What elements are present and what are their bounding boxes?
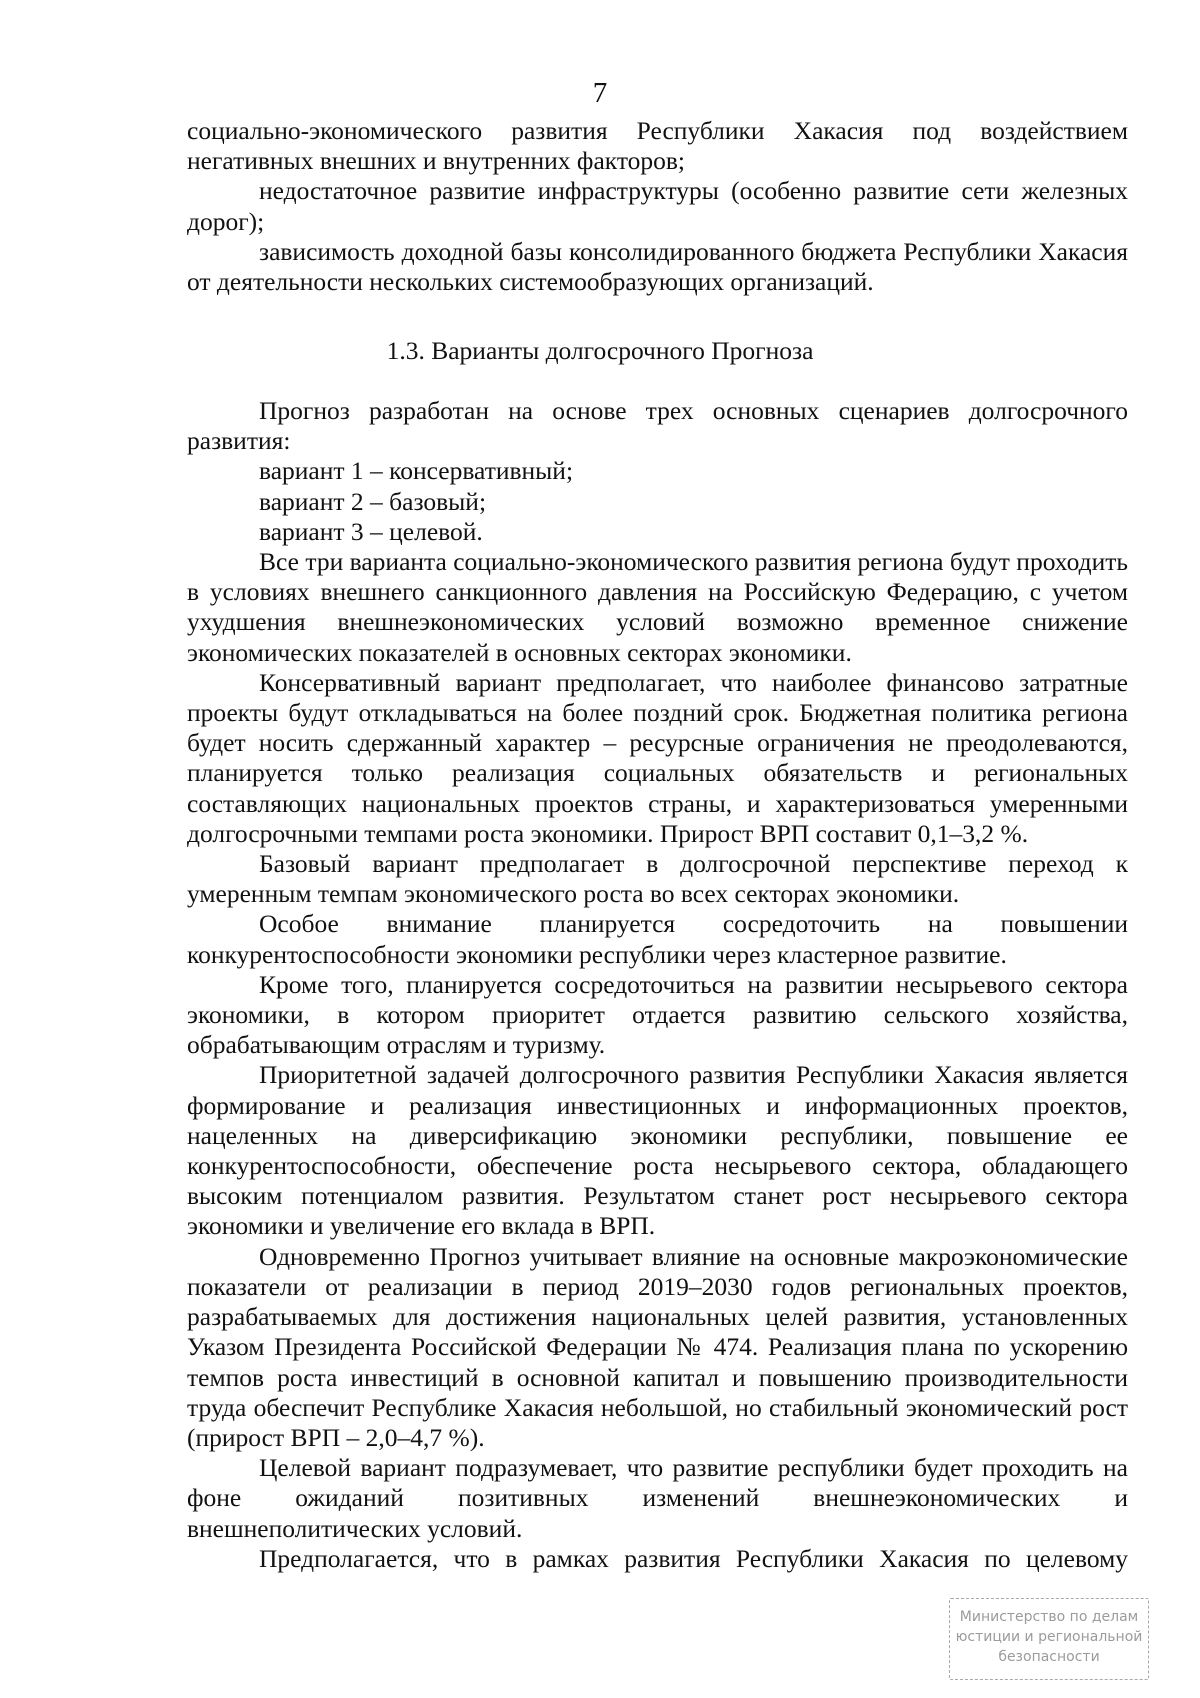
paragraph: Предполагается, что в рамках развития Республики Хакасия по целевому bbox=[259, 1543, 1128, 1573]
paragraph: зависимость доходной базы консолидированного бюджета Республики Хакасия от деятельности нескольких системообразующих организаций. bbox=[187, 236, 1128, 297]
list-item: вариант 2 – базовый; bbox=[259, 486, 487, 516]
paragraph: социально-экономического развития Республики Хакасия под воздействием негативных внешних и внутренних факторов; bbox=[187, 116, 1128, 176]
paragraph: Базовый вариант предполагает в долгосрочной перспективе переход к умеренным темпам экономического роста во всех секторах экономики. bbox=[187, 849, 1128, 909]
section-heading: 1.3. Варианты долгосрочного Прогноза bbox=[386, 336, 814, 365]
paragraph: недостаточное развитие инфраструктуры (особенно развитие сети железных дорог); bbox=[187, 176, 1128, 236]
stamp-line: безопасности bbox=[998, 1649, 1100, 1665]
paragraph: Приоритетной задачей долгосрочного развития Республики Хакасия является формирование и реализация инвестиционных и информационных проектов, нацеленных на диверсификацию экономики республики, повышение ее конкурентоспособности, обеспечение роста несырьевого сектора, обладающего высоким потенциалом развития. Результатом станет рост несырьевого сектора экономики и увеличение его вклада в ВРП. bbox=[187, 1060, 1128, 1241]
list-item: вариант 3 – целевой. bbox=[259, 516, 483, 546]
paragraph: Одновременно Прогноз учитывает влияние на основные макроэкономические показатели от реализации в период 2019–2030 годов региональных проектов, разрабатываемых для достижения национальных целей развития, установленных Указом Президента Российской Федерации № 474. Реализация плана по ускорению темпов роста инвестиций в основной капитал и повышению производительности труда обеспечит Республике Хакасия небольшой, но стабильный экономический рост (прирост ВРП – 2,0–4,7 %). bbox=[187, 1241, 1128, 1452]
list-item: вариант 1 – консервативный; bbox=[259, 456, 574, 486]
paragraph: Прогноз разработан на основе трех основных сценариев долгосрочного развития: bbox=[187, 396, 1128, 456]
paragraph: Все три варианта социально-экономического развития региона будут проходить в условиях внешнего санкционного давления на Российскую Федерацию, с учетом ухудшения внешнеэкономических условий возможно временное снижение экономических показателей в основных секторах экономики. bbox=[187, 547, 1128, 667]
main-text-block bbox=[187, 396, 1128, 1574]
stamp-line: Министерство по делам bbox=[959, 1609, 1139, 1625]
top-text-block bbox=[187, 116, 1128, 297]
paragraph: Кроме того, планируется сосредоточиться на развитии несырьевого сектора экономики, в котором приоритет отдается развитию сельского хозяйства, обрабатывающим отраслям и туризму. bbox=[187, 969, 1128, 1060]
registration-stamp bbox=[949, 1598, 1149, 1680]
page-number: 7 bbox=[592, 77, 608, 109]
paragraph: Консервативный вариант предполагает, что наиболее финансово затратные проекты будут откладываться на более поздний срок. Бюджетная политика региона будет носить сдержанный характер – ресурсные ограничения не преодолеваются, планируется только реализация социальных обязательств и региональных составляющих национальных проектов страны, и характеризоваться умеренными долгосрочными темпами роста экономики. Прирост ВРП составит 0,1–3,2 %. bbox=[187, 667, 1128, 848]
paragraph: Целевой вариант подразумевает, что развитие республики будет проходить на фоне ожиданий позитивных изменений внешнеэкономических и внешнеполитических условий. bbox=[187, 1453, 1128, 1543]
paragraph: Особое внимание планируется сосредоточить на повышении конкурентоспособности экономики республики через кластерное развитие. bbox=[187, 909, 1128, 969]
stamp-line: юстиции и региональной bbox=[955, 1629, 1143, 1645]
